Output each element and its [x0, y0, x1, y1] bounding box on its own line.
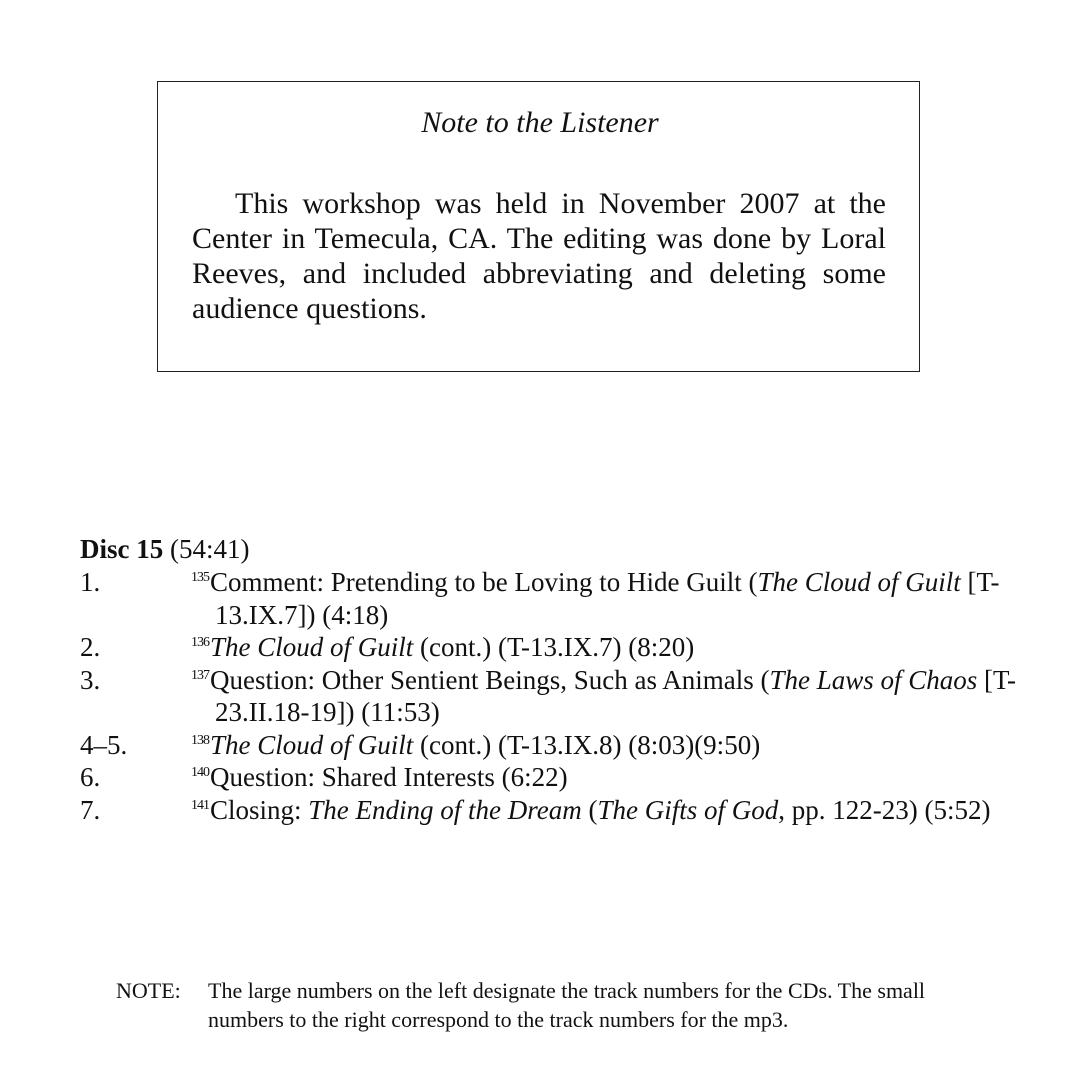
mp3-track-number: 140 [191, 765, 209, 780]
mp3-track-number: 135 [191, 570, 209, 585]
track-row [80, 729, 1040, 762]
cd-track-number: 4–5. [80, 729, 128, 760]
disc-header [80, 533, 249, 566]
mp3-track-number: 141 [191, 797, 209, 813]
track-title: $^{138}$The Cloud of Guilt (cont.) (T-13.IX.8) (8:03)(9:50) [191, 729, 761, 760]
cd-track-number: 7. [80, 794, 101, 825]
track-row [80, 794, 1040, 827]
disc-label: Disc 15 [80, 534, 164, 564]
note-title: Note to the Listener [421, 106, 659, 139]
track-list [80, 566, 1040, 826]
track-row [80, 761, 1040, 794]
mp3-track-number: 138 [191, 732, 209, 748]
cd-track-number: 6. [80, 762, 101, 792]
note-body: This workshop was held in November 2007 at the Center in Temecula, CA. The editing was done by Loral Reeves, and included abbreviating and deleting some audience questions. [192, 187, 886, 325]
track-row [80, 566, 1040, 631]
cd-track-number: 3. [80, 664, 101, 695]
track-title: $^{135}$Comment: Pretending to be Loving to Hide Guilt (The Cloud of Guilt [T-13.IX.7]) (4:18) [191, 567, 1000, 630]
cd-track-number: 1. [80, 567, 101, 597]
track-title: $^{141}$Closing: The Ending of the Dream (The Gifts of God, pp. 122-23) (5:52) [191, 794, 991, 825]
track-title: $^{137}$Question: Other Sentient Beings, Such as Animals (The Laws of Chaos [T-23.II.18-19]) (11:53) [191, 664, 1017, 727]
track-title: $^{140}$Question: Shared Interests (6:22) [191, 762, 568, 792]
mp3-track-number: 137 [191, 667, 209, 683]
cd-track-number: 2. [80, 632, 101, 662]
footnote-label: NOTE: [116, 978, 181, 1003]
track-row [80, 631, 1040, 664]
footnote-text: The large numbers on the left designate the track numbers for the CDs. The small numbers to the right correspond to the track numbers for the mp3. [208, 978, 926, 1032]
disc-duration: (54:41) [170, 534, 250, 564]
track-title: $^{136}$The Cloud of Guilt (cont.) (T-13.IX.7) (8:20) [191, 632, 695, 662]
footnote [116, 976, 946, 1034]
mp3-track-number: 136 [191, 635, 209, 650]
track-row [80, 664, 1040, 729]
